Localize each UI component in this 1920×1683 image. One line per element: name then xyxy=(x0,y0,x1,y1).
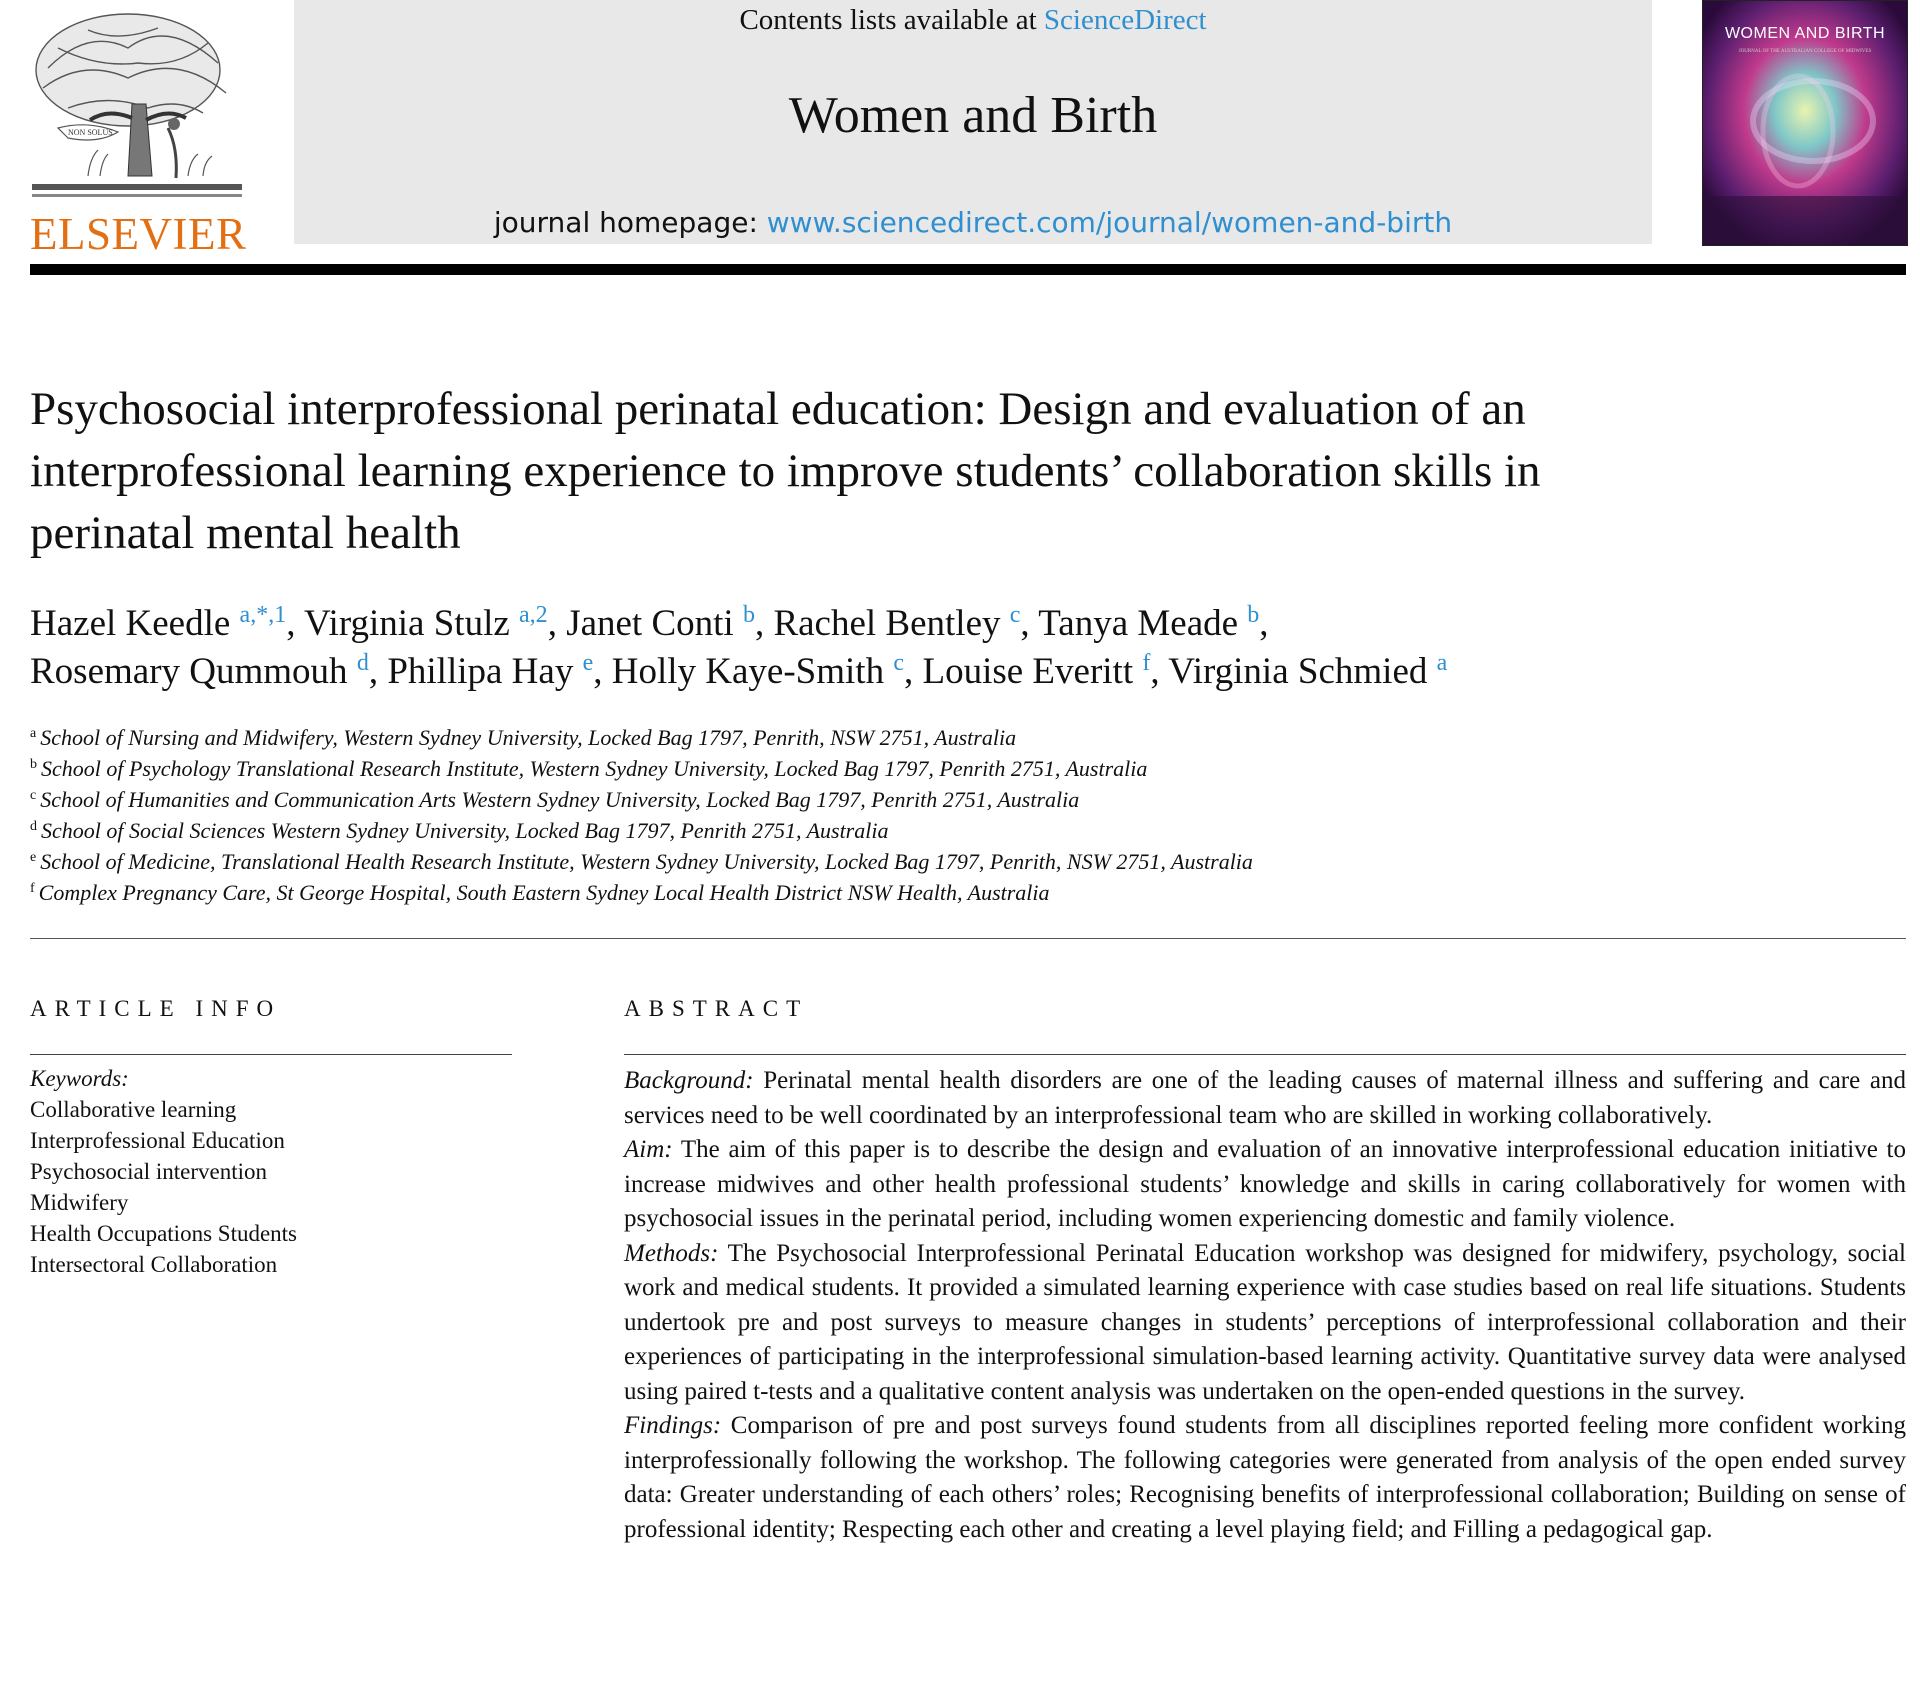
author-name[interactable]: Hazel Keedle xyxy=(30,603,231,644)
author-affiliation-marks[interactable]: a,2 xyxy=(519,602,548,628)
contents-prefix: Contents lists available at xyxy=(739,4,1044,36)
keyword-item[interactable]: Psychosocial intervention xyxy=(30,1159,267,1184)
keyword-item[interactable]: Interprofessional Education xyxy=(30,1128,285,1153)
journal-cover-image[interactable] xyxy=(1702,0,1908,246)
article-info-heading: ARTICLE INFO xyxy=(30,996,282,1021)
cover-title: WOMEN AND BIRTH xyxy=(1724,25,1886,42)
author-separator: , xyxy=(547,603,567,644)
author-affiliation-marks[interactable]: c xyxy=(893,650,904,676)
homepage-line xyxy=(294,206,1652,239)
section-divider xyxy=(30,938,1906,939)
abstract-section-text: Comparison of pre and post surveys found students from all disciplines reported feeling more confident working interprofessionally following the workshop. The following categories were generated from analysis of the open ended survey data: Greater understanding of each others’ roles; Recognising benefits of interprofessional collaboration; Building on sense of professional identity; Respecting each other and creating a level playing field; and Filling a pedagogical gap. xyxy=(624,1412,1906,1543)
affiliation-text: Complex Pregnancy Care, St George Hospital, South Eastern Sydney Local Health District NSW Health, Australia xyxy=(38,880,1050,905)
author-affiliation-marks[interactable]: a xyxy=(1436,650,1448,676)
affiliation-mark: d xyxy=(30,819,37,834)
affiliation-text: School of Psychology Translational Research Institute, Western Sydney University, Locked Bag 1797, Penrith 2751, Australia xyxy=(41,756,1148,781)
author-name[interactable]: Virginia Schmied xyxy=(1168,651,1428,692)
abstract-section xyxy=(624,1064,1906,1133)
affiliation-text: School of Medicine, Translational Health Research Institute, Western Sydney University, Locked Bag 1797, Penrith, NSW 2751, Australia xyxy=(40,849,1253,874)
affiliation-mark: b xyxy=(30,757,37,772)
author-affiliation-marks[interactable]: f xyxy=(1142,650,1151,676)
homepage-link[interactable]: www.sciencedirect.com/journal/women-and-birth xyxy=(766,206,1453,239)
author-name[interactable]: Rosemary Qummouh xyxy=(30,651,348,692)
article-title: Psychosocial interprofessional perinatal education: Design and evaluation of an interprofessional learning experience to improve students’ collaboration skills in perinatal mental health xyxy=(30,383,1541,559)
article-info-rule xyxy=(30,1054,512,1055)
homepage-prefix: journal homepage: xyxy=(493,206,767,239)
author-separator: , xyxy=(1259,603,1269,644)
affiliation-mark: e xyxy=(30,850,37,865)
author-affiliation-marks[interactable]: d xyxy=(356,650,369,676)
keyword-item[interactable]: Intersectoral Collaboration xyxy=(30,1252,278,1277)
elsevier-logo[interactable] xyxy=(28,8,247,259)
tree-motto: NON SOLUS xyxy=(68,128,113,137)
author-name[interactable]: Janet Conti xyxy=(566,603,734,644)
author-name[interactable]: Louise Everitt xyxy=(922,651,1134,692)
author-separator: , xyxy=(1150,651,1169,692)
journal-banner xyxy=(294,0,1652,244)
keyword-item[interactable]: Collaborative learning xyxy=(30,1097,237,1122)
affiliation-mark: c xyxy=(30,788,37,803)
author-name[interactable]: Holly Kaye-Smith xyxy=(611,651,885,692)
affiliation-mark: a xyxy=(30,726,37,741)
author-affiliation-marks[interactable]: b xyxy=(1247,602,1260,628)
keyword-list xyxy=(30,1094,297,1280)
abstract-section-text: Perinatal mental health disorders are one of the leading causes of maternal illness and suffering and care and services need to be well coordinated by an interprofessional team who are skilled in working collaboratively. xyxy=(624,1067,1906,1129)
affiliation-item xyxy=(30,815,1890,846)
abstract-section-label: Background: xyxy=(624,1067,754,1094)
author-name[interactable]: Tanya Meade xyxy=(1038,603,1239,644)
cover-subtitle: JOURNAL OF THE AUSTRALIAN COLLEGE OF MIDWIVES xyxy=(1738,49,1872,54)
author-separator: , xyxy=(368,651,388,692)
affiliation-item xyxy=(30,877,1890,908)
abstract-section xyxy=(624,1237,1906,1410)
author-name[interactable]: Rachel Bentley xyxy=(773,603,1001,644)
author-name[interactable]: Phillipa Hay xyxy=(387,651,574,692)
author-separator: , xyxy=(593,651,612,692)
abstract-section-label: Findings: xyxy=(624,1412,722,1439)
abstract-heading: ABSTRACT xyxy=(624,996,809,1021)
affiliation-item xyxy=(30,722,1890,753)
sciencedirect-link[interactable]: ScienceDirect xyxy=(1043,4,1207,36)
abstract-section xyxy=(624,1409,1906,1547)
author-name[interactable]: Virginia Stulz xyxy=(304,603,510,644)
tree-logo-icon xyxy=(28,8,246,204)
keyword-item[interactable]: Midwifery xyxy=(30,1190,129,1215)
author-affiliation-marks[interactable]: c xyxy=(1009,602,1021,628)
keyword-item[interactable]: Health Occupations Students xyxy=(30,1221,298,1246)
affiliation-item xyxy=(30,846,1890,877)
author-list xyxy=(30,600,1890,696)
author-separator: , xyxy=(286,603,305,644)
journal-title: Women and Birth xyxy=(788,87,1158,144)
abstract-section-label: Methods: xyxy=(624,1239,719,1267)
affiliation-list xyxy=(30,722,1890,908)
abstract-section xyxy=(624,1133,1906,1237)
affiliation-mark: f xyxy=(30,881,35,896)
affiliation-text: School of Social Sciences Western Sydney University, Locked Bag 1797, Penrith 2751, Australia xyxy=(41,818,889,843)
affiliation-text: School of Nursing and Midwifery, Western Sydney University, Locked Bag 1797, Penrith, NSW 2751, Australia xyxy=(40,725,1017,750)
abstract-rule xyxy=(624,1054,1906,1055)
author-separator: , xyxy=(1020,603,1039,644)
author-separator: , xyxy=(754,603,774,644)
abstract-section-text: The Psychosocial Interprofessional Perinatal Education workshop was designed for midwifery, psychology, social work and medical students. It provided a simulated learning experience with case studies based on real life situations. Students undertook pre and post surveys to measure changes in students’ perceptions of interprofessional collaboration and their experiences of participating in the interprofessional simulation-based learning activity. Quantitative survey data were analysed using paired t-tests and a qualitative content analysis was undertaken on the open-ended questions in the survey. xyxy=(624,1239,1906,1405)
abstract-body xyxy=(624,1064,1906,1547)
abstract-section-label: Aim: xyxy=(624,1136,673,1163)
author-affiliation-marks[interactable]: b xyxy=(742,602,755,628)
author-separator: , xyxy=(903,651,923,692)
affiliation-text: School of Humanities and Communication Arts Western Sydney University, Locked Bag 1797, Penrith 2751, Australia xyxy=(40,787,1080,812)
contents-line xyxy=(294,4,1652,37)
author-affiliation-marks[interactable]: a,*,1 xyxy=(239,602,287,628)
keywords-label: Keywords: xyxy=(30,1066,129,1091)
author-affiliation-marks[interactable]: e xyxy=(582,650,594,676)
affiliation-item xyxy=(30,753,1890,784)
abstract-section-text: The aim of this paper is to describe the design and evaluation of an innovative interprofessional education initiative to increase midwives and other health professional students’ knowledge and skills in caring collaboratively for women with psychosocial issues in the perinatal period, including women experiencing domestic and family violence. xyxy=(624,1136,1906,1232)
header-divider xyxy=(30,264,1906,275)
journal-masthead xyxy=(0,0,1920,280)
elsevier-wordmark: ELSEVIER xyxy=(30,209,247,259)
affiliation-item xyxy=(30,784,1890,815)
